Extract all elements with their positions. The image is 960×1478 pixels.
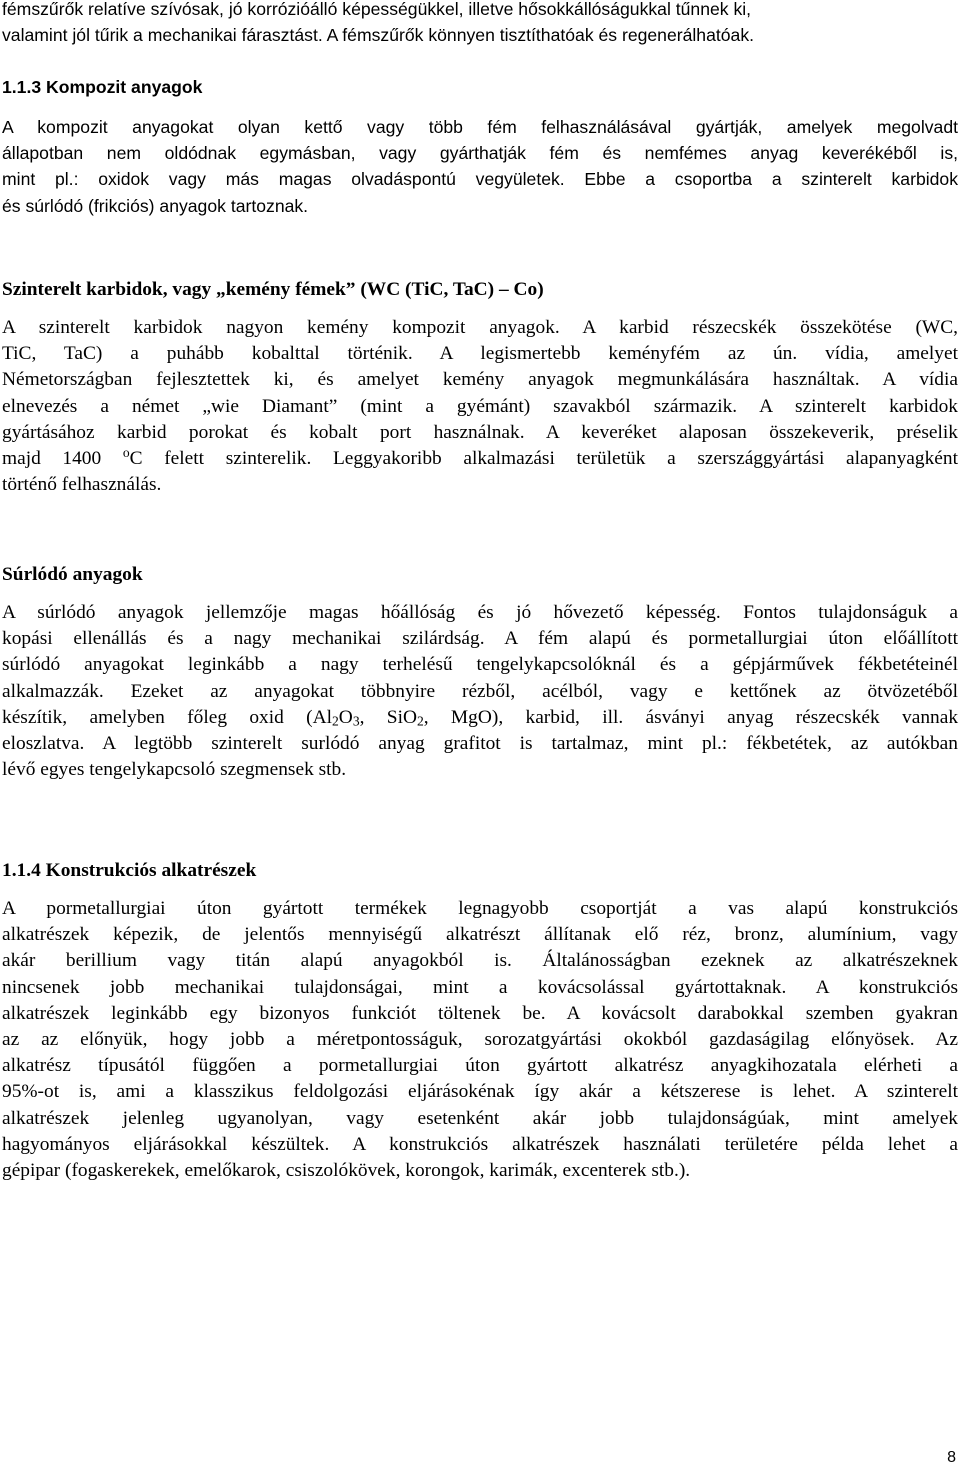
formula-text: O (338, 706, 353, 728)
text-line-formula (2, 705, 958, 731)
section-heading-kompozit: 1.1.3 Kompozit anyagok (2, 77, 203, 97)
text-line: alkalmazzák. Ezeket az anyagokat többnyire rézből, acélból, vagy e kettőnek az ötvözetéből (2, 680, 958, 702)
text-line: gyártásához karbid porokat és kobalt port használnak. A keveréket alaposan összekeverik, préselik (2, 421, 958, 443)
text-line: hagyományos eljárásokkal készültek. A konstrukciós alkatrészek használati területére példa lehet a (2, 1133, 958, 1155)
text-line: Németországban fejlesztettek ki, és amelyet kemény anyagok megmunkálására használtak. A vídia (2, 369, 958, 391)
text-line: eloszlatva. A legtöbb szinterelt surlódó anyag grafitot is tartalmaz, mint pl.: fékbetétek, az autókban (2, 733, 958, 755)
formula-text: készítik, amelyben főleg oxid (Al (2, 706, 332, 728)
section-heading-konstrukcios: 1.1.4 Konstrukciós alkatrészek (2, 860, 257, 881)
temp-after: C felett szinterelik. Leggyakoribb alkalmazási területük a szerszággyártási alapanyagként (129, 448, 958, 470)
text-line: alkatrészek jelenleg ugyanolyan, vagy esetenként akár jobb tulajdonságúak, mint amelyek (2, 1107, 958, 1129)
surlodo-paragraph (2, 600, 958, 783)
text-line: alkatrészek leginkább egy bizonyos funkciót töltenek be. A kovácsolt darabokkal szemben gyakran (2, 1002, 958, 1024)
text-line-temperature (2, 446, 958, 472)
text-line: A súrlódó anyagok jellemzője magas hőállóság és jó hővezető képesség. Fontos tulajdonságuk a (2, 602, 958, 623)
subscript: 2 (416, 713, 424, 729)
text-line: kopási ellenállás és a nagy mechanikai szilárdság. A fém alapú és pormetallurgiai úton előállított (2, 628, 958, 650)
text-line: nincsenek jobb mechanikai tulajdonságai, mint a kovácsolással gyártottaknak. A konstrukciós (2, 976, 958, 998)
text-line: alkatrészek képezik, de jelentős mennyiségű alkatrészt állítanak elő réz, bronz, alumínium, vagy (2, 924, 958, 946)
text-line: gépipar (fogaskerekek, emelőkarok, csiszolókövek, korongok, karimák, excenterek stb.). (2, 1160, 691, 1182)
text-line: mint pl.: oxidok vagy más magas olvadáspontú vegyületek. Ebbe a csoportba a szinterelt karbidok (2, 169, 958, 190)
text-line: TiC, TaC) a puhább kobalttal történik. A legismertebb keményfém az ún. vídia, amelyet (2, 343, 958, 365)
formula-text: , SiO (359, 706, 417, 728)
text-line: történő felhasználás. (2, 474, 162, 496)
text-line: A pormetallurgiai úton gyártott termékek legnagyobb csoportját a vas alapú konstrukciós (2, 898, 958, 919)
page-number: 8 (947, 1449, 956, 1466)
text-line: fémszűrők relatíve szívósak, jó korrózióálló képességükkel, illetve hősokkállóságukkal tűnnek ki, (2, 0, 752, 19)
temp-before: majd 1400 (2, 448, 123, 470)
degree-sup: o (122, 445, 130, 461)
konstrukcios-paragraph (2, 896, 958, 1184)
kompozit-paragraph (2, 114, 958, 219)
text-line: elnevezés a német „wie Diamant” (mint a gyémánt) szavakból származik. A szinterelt karbidok (2, 395, 958, 417)
karbidok-paragraph (2, 315, 958, 498)
text-line: 95%-ot is, ami a klasszikus feldolgozási eljárásokénak így akár a kétszerese is lehet. A szinterelt (2, 1081, 958, 1103)
text-line: és súrlódó (frikciós) anyagok tartoznak. (2, 195, 309, 216)
subscript: 2 (332, 713, 339, 729)
text-line: lévő egyes tengelykapcsoló szegmensek stb. (2, 759, 347, 781)
intro-paragraph (2, 0, 958, 48)
text-line: alkatrész típusától függően a pormetallurgiai úton gyártott alkatrész anyagkihozatala elérheti a (2, 1055, 958, 1077)
text-line: A szinterelt karbidok nagyon kemény kompozit anyagok. A karbid részecskék összekötése (WC, (2, 317, 958, 338)
text-line: súrlódó anyagokat leginkább a nagy terhelésű tengelykapcsolóknál és a gépjárművek fékbetéteinél (2, 654, 958, 676)
subscript: 3 (352, 713, 360, 729)
text-line: valamint jól tűrik a mechanikai fárasztást. A fémszűrők könnyen tisztíthatóak és regenerálhatóak. (2, 25, 755, 46)
text-line: állapotban nem oldódnak egymásban, vagy gyárthatják fém és nemfémes anyag keverékéből is, (2, 143, 958, 164)
text-line: az az előnyük, hogy jobb a méretpontosságuk, sorozatgyártási okokból gazdaságilag előnyösek. Az (2, 1029, 958, 1051)
section-heading-surlodo: Súrlódó anyagok (2, 564, 143, 585)
formula-text: , MgO), karbid, ill. ásványi anyag részecskék vannak (423, 706, 959, 728)
text-line: akár berillium vagy titán alapú anyagokból is. Általánosságban ezeknek az alkatrészeknek (2, 950, 958, 972)
section-heading-karbidok: Szinterelt karbidok, vagy „kemény fémek” (WC (TiC, TaC) – Co) (2, 279, 544, 300)
text-line: A kompozit anyagokat olyan kettő vagy több fém felhasználásával gyártják, amelyek megolvadt (2, 117, 958, 137)
